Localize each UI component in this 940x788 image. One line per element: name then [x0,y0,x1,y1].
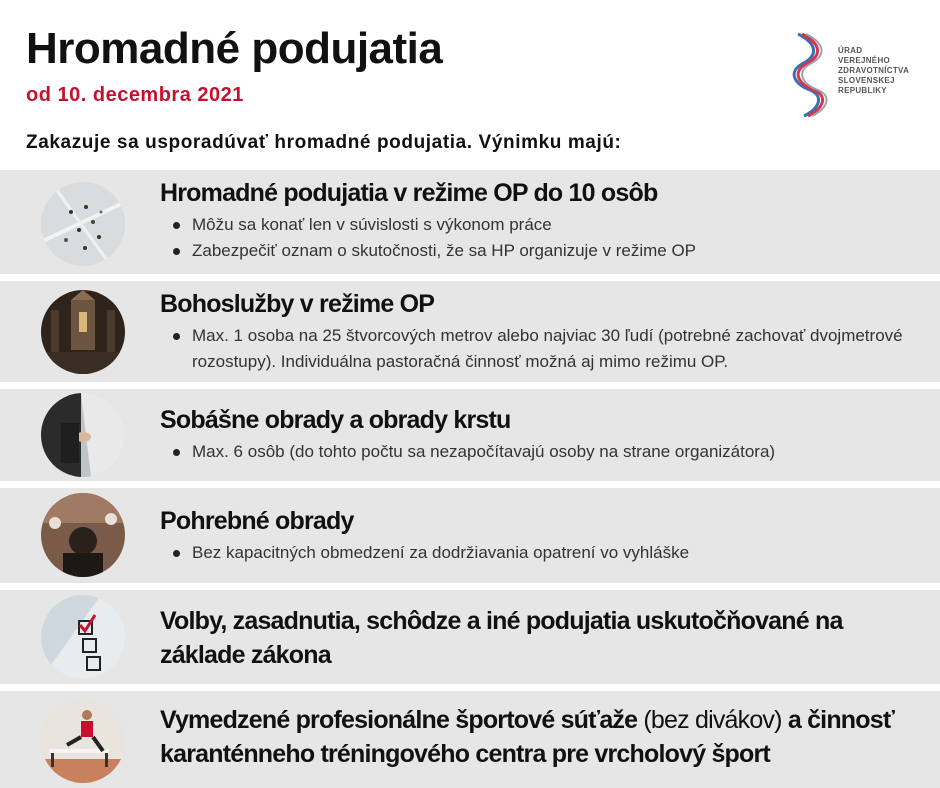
bullet-list [172,540,689,566]
exception-row-elections [0,590,940,684]
exception-row-worship [0,281,940,382]
caduceus-stripes-icon [790,30,830,122]
bullet-item: Max. 1 osoba na 25 štvorcových metrov alebo najviac 30 ľudí (potrebné zachovať dvojmetrové rozostupy). Individuálna pastoračná činnosť možná aj mimo režimu OP. [172,323,912,375]
effective-date: od 10. decembra 2021 [26,84,244,106]
bullet-item: Max. 6 osôb (do tohto počtu sa nezapočítavajú osoby na strane organizátora) [172,439,775,465]
page-title: Hromadné podujatia [26,24,443,73]
people-on-square-photo [41,182,125,266]
row-title-light: (bez divákov) [643,706,782,734]
row-title: Bohoslužby v režime OP [160,290,435,318]
logo-text: ÚRAD VEREJNÉHO ZDRAVOTNÍCTVA SLOVENSKEJ REPUBLIKY [838,46,910,95]
uvz-logo [790,30,920,122]
row-title: Hromadné podujatia v režime OP do 10 osôb [160,179,658,207]
ballot-checkbox-icon [41,595,125,679]
bullet-list [172,323,912,375]
intro-text: Zakazuje sa usporadúvať hromadné podujatia. Výnimku majú: [26,132,622,153]
church-interior-photo [41,290,125,374]
exception-row-sports [0,691,940,788]
row-title-bold: Vymedzené profesionálne športové súťaže [160,706,638,734]
row-title: Sobášne obrady a obrady krstu [160,406,511,434]
hurdler-athlete-photo [41,699,125,783]
row-title [160,703,940,771]
bullet-item: Môžu sa konať len v súvislosti s výkonom práce [172,212,696,238]
exception-row-weddings [0,389,940,481]
row-title: Pohrebné obrady [160,507,354,535]
bullet-list [172,439,775,465]
row-title: Volby, zasadnutia, schôdze a iné podujatia uskutočňované na základe zákona [160,607,843,669]
bullet-item: Bez kapacitných obmedzení za dodržiavania opatrení vo vyhláške [172,540,689,566]
row-title-bold-2: a činnosť karanténneho tréningového centra pre vrcholový šport [160,706,895,768]
bullet-item: Zabezpečiť oznam o skutočnosti, že sa HP organizuje v režime OP [172,238,696,264]
bullet-list [172,212,696,264]
exception-row-gatherings [0,170,940,274]
exception-row-funerals [0,488,940,583]
wedding-couple-photo [41,393,125,477]
funeral-photo [41,493,125,577]
